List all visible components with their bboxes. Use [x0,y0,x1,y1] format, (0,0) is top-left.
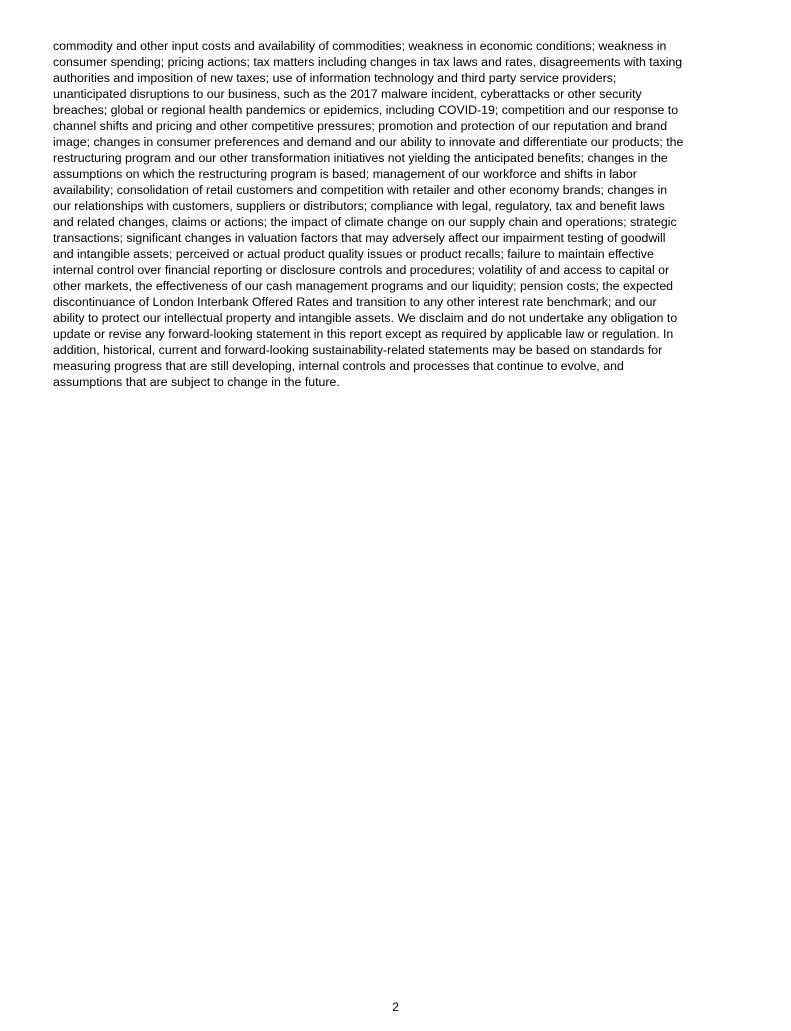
paragraph-line: update or revise any forward-looking statement in this report except as required by applicable law or regulation. In [53,327,674,341]
paragraph-line: availability; consolidation of retail customers and competition with retailer and other economy brands; changes in [53,183,668,197]
paragraph-line: commodity and other input costs and availability of commodities; weakness in economic conditions; weakness in [53,39,667,53]
paragraph-line: our relationships with customers, suppliers or distributors; compliance with legal, regulatory, tax and benefit laws [53,199,665,213]
paragraph-line: ability to protect our intellectual property and intangible assets. We disclaim and do not undertake any obligation to [53,311,678,325]
paragraph-line: and related changes, claims or actions; the impact of climate change on our supply chain and operations; strategic [53,215,677,229]
paragraph-line: and intangible assets; perceived or actual product quality issues or product recalls; failure to maintain effective [53,247,654,261]
paragraph-line: assumptions that are subject to change in the future. [53,375,340,389]
paragraph-line: image; changes in consumer preferences and demand and our ability to innovate and differentiate our products; the [53,135,684,149]
paragraph-line: measuring progress that are still developing, internal controls and processes that continue to evolve, and [53,359,624,373]
page-number: 2 [392,1000,399,1014]
paragraph-line: other markets, the effectiveness of our cash management programs and our liquidity; pension costs; the expected [53,279,674,293]
paragraph-line: transactions; significant changes in valuation factors that may adversely affect our impairment testing of goodwill [53,231,666,245]
paragraph-line: addition, historical, current and forward-looking sustainability-related statements may be based on standards for [53,343,663,357]
paragraph-line: consumer spending; pricing actions; tax matters including changes in tax laws and rates, disagreements with taxing [53,55,683,69]
paragraph-line: breaches; global or regional health pandemics or epidemics, including COVID-19; competition and our response to [53,103,679,117]
paragraph-line: authorities and imposition of new taxes; use of information technology and third party service providers; [53,71,617,85]
paragraph-line: unanticipated disruptions to our business, such as the 2017 malware incident, cyberattacks or other security [53,87,642,101]
paragraph-line: restructuring program and our other transformation initiatives not yielding the anticipated benefits; changes in the [53,151,668,165]
paragraph-line: discontinuance of London Interbank Offered Rates and transition to any other interest rate benchmark; and our [53,295,657,309]
paragraph-line: assumptions on which the restructuring program is based; management of our workforce and shifts in labor [53,167,637,181]
paragraph-line: channel shifts and pricing and other competitive pressures; promotion and protection of our reputation and brand [53,119,668,133]
forward-looking-statements-paragraph [53,38,753,390]
paragraph-line: internal control over financial reporting or disclosure controls and procedures; volatility of and access to capital or [53,263,670,277]
